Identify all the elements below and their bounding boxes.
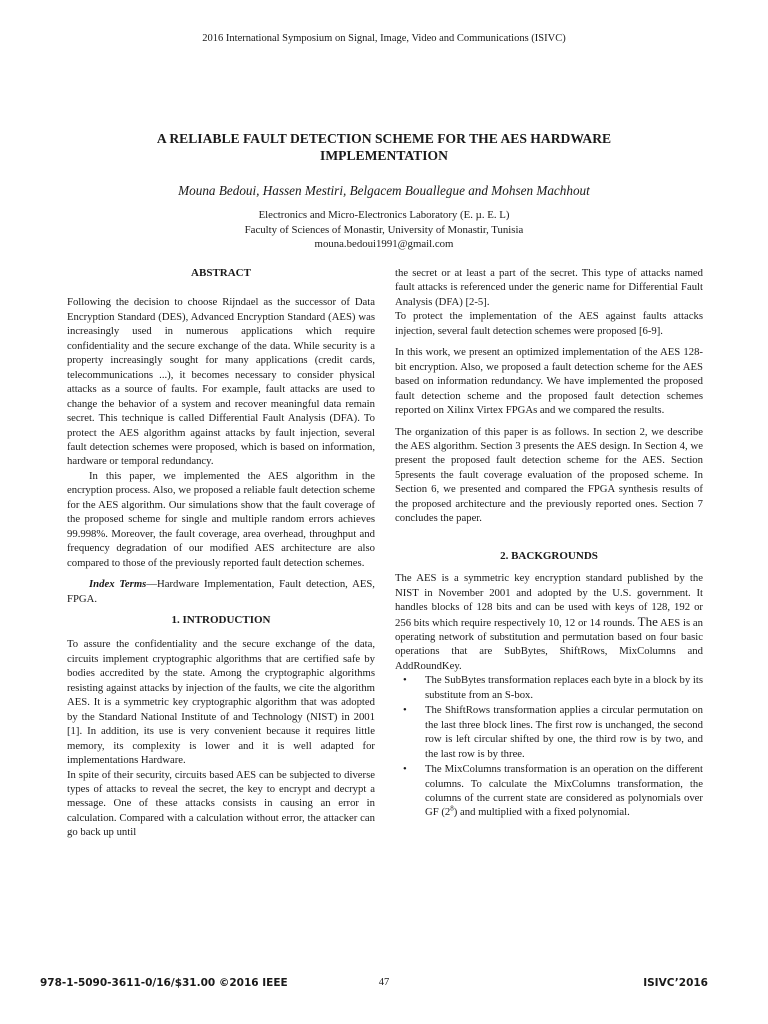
authors: Mouna Bedoui, Hassen Mestiri, Belgacem Bouallegue and Mohsen Machhout bbox=[178, 183, 590, 198]
bullet-icon: • bbox=[403, 704, 407, 717]
title-line-1: A RELIABLE FAULT DETECTION SCHEME FOR THE AES HARDWARE bbox=[156, 131, 612, 146]
abstract-paragraph-1: Following the decision to choose Rijndael as the successor of Data Encryption Standard (DES), Advanced Encryption Standard (AES) was increasingly used in numerous applications which require confidentiality and the secure exchange of the data. While security is a property increasingly sought for many applications (credit cards, telecommunications ...), it becomes necessary to consider physical attacks as a source of faults. For example, fault attacks are used to change the behavior of a system and recover meaningful data remain secret. This technique is called Differential Fault Analysis (DFA). To protect the AES algorithm against attacks by fault injection, several fault detection schemes were proposed, which is based on information, hardware or temporal redundancy. bbox=[67, 296, 375, 468]
index-terms-label: Index Terms bbox=[89, 578, 147, 591]
abstract-paragraph-2: In this paper, we implemented the AES algorithm in the encryption process. Also, we proposed a reliable fault detection scheme for the AES algorithm. Our simulations show that the fault coverage of the proposed scheme for single and multiple random errors achieves 99.998%. Moreover, the fault coverage, area overhead, throughput and frequency degradation of our modified AES architecture are also compared to those of the previously reported fault detection schemes. bbox=[67, 469, 375, 569]
bullet-icon: • bbox=[403, 763, 407, 776]
bullet-mixcolumns-exponent: 8 bbox=[450, 804, 454, 813]
abstract-heading: ABSTRACT bbox=[191, 267, 251, 279]
paper-title bbox=[80, 130, 688, 164]
backgrounds-text-c: AES is an operating network of substitution and permutation based on four basic operations that are SubBytes, ShiftRows, MixColumns and AddRoundKey. bbox=[395, 616, 704, 672]
affiliation-lab: Electronics and Micro-Electronics Laboratory (E. µ. E. L) bbox=[258, 209, 510, 221]
list-item bbox=[395, 762, 703, 820]
right-column bbox=[395, 266, 703, 821]
intro-paragraph-5: In this work, we present an optimized implementation of the AES 128-bit encryption. Also, we proposed a fault detection scheme for the AES based on information redundancy. We have implemented the proposed fault detection scheme and the proposed fault detection schemes reported on Xilinx Virtex FPGAs and we compared the results. bbox=[395, 346, 703, 417]
affiliation-email[interactable]: mouna.bedoui1991@gmail.com bbox=[314, 238, 454, 251]
affiliation bbox=[0, 208, 768, 252]
intro-paragraph-2: In spite of their security, circuits based AES can be subjected to diverse types of attacks to reveal the secret, the key to encrypt and decrypt a message. One of these attacks consists in causing an error in calculation. Compared with a calculation without error, the attacker can go back up until bbox=[67, 768, 375, 839]
bullet-mixcolumns-b: ) and multiplied with a fixed polynomial. bbox=[453, 806, 630, 819]
backgrounds-text-b: The bbox=[637, 613, 658, 629]
left-column bbox=[67, 266, 375, 840]
footer-isbn: 978-1-5090-3611-0/16/$31.00 ©2016 IEEE bbox=[40, 977, 288, 989]
intro-paragraph-1: To assure the confidentiality and the secure exchange of the data, circuits implement cryptographic algorithms that are certified safe by bodies accredited by the state. Among the cryptographic algorithms resisting against attacks by injection of the faults, we cite the algorithm AES. It is a symmetric key cryptographic algorithm that was adopted by the Standard National Institute of and Technology (NIST) in 2001 [1]. In addition, its use is very convenient because it requires little memory, its complexity is lower and it is well adapted for implementations Hardware. bbox=[67, 638, 375, 767]
index-terms bbox=[67, 577, 375, 606]
intro-paragraph-4: To protect the implementation of the AES against faults attacks injection, several fault detection schemes were proposed [6-9]. bbox=[395, 310, 703, 337]
affiliation-faculty: Faculty of Sciences of Monastir, University of Monastir, Tunisia bbox=[244, 223, 524, 236]
bullet-icon: • bbox=[403, 674, 407, 687]
aes-operations-list bbox=[395, 673, 703, 820]
introduction-heading: 1. INTRODUCTION bbox=[171, 613, 271, 626]
list-item bbox=[395, 703, 703, 761]
footer-venue: ISIVC’2016 bbox=[643, 977, 708, 989]
backgrounds-paragraph-1 bbox=[395, 571, 703, 673]
intro-paragraph-3: the secret or at least a part of the secret. This type of attacks named fault attacks is referenced under the generic name for Differential Fault Analysis (DFA) [2-5]. bbox=[395, 267, 703, 308]
bullet-subbytes: The SubBytes transformation replaces each byte in a block by its substitute from an S-box. bbox=[425, 674, 703, 701]
conference-header: 2016 International Symposium on Signal, Image, Video and Communications (ISIVC) bbox=[202, 33, 566, 44]
backgrounds-heading: 2. BACKGROUNDS bbox=[500, 549, 598, 562]
title-line-2: IMPLEMENTATION bbox=[320, 148, 448, 163]
index-terms-text: —Hardware Implementation, Fault detection, AES, FPGA. bbox=[67, 578, 375, 605]
backgrounds-text-a: The AES is a symmetric key encryption standard published by the NIST in November 2001 and adopted by the U.S. government. It handles blocks of 128 bits and can be used with keys of 128, 192 or 256 bits which require respectively 10, 12 or 14 rounds. bbox=[395, 572, 703, 629]
intro-paragraph-6: The organization of this paper is as follows. In section 2, we describe the AES algorithm. Section 3 presents the AES design. In Section 4, we present the proposed fault detection scheme for the AES. Section 5presents the fault coverage evaluation of the proposed scheme. In Section 6, we presented and compared the FPGA synthesis results of the proposed architecture and the previously reported ones. Section 7 concludes the paper. bbox=[395, 425, 703, 525]
bullet-mixcolumns-a: The MixColumns transformation is an operation on the different columns. To calculate the MixColumns transformation, the columns of the current state are considered as polynomials over GF (2 bbox=[425, 763, 703, 819]
bullet-shiftrows: The ShiftRows transformation applies a circular permutation on the last three block lines. The first row is unchanged, the second row is left circular shifted by one, the third row is by two, and the last row is by three. bbox=[425, 704, 703, 760]
list-item bbox=[395, 673, 703, 702]
footer-page-number: 47 bbox=[378, 977, 390, 988]
